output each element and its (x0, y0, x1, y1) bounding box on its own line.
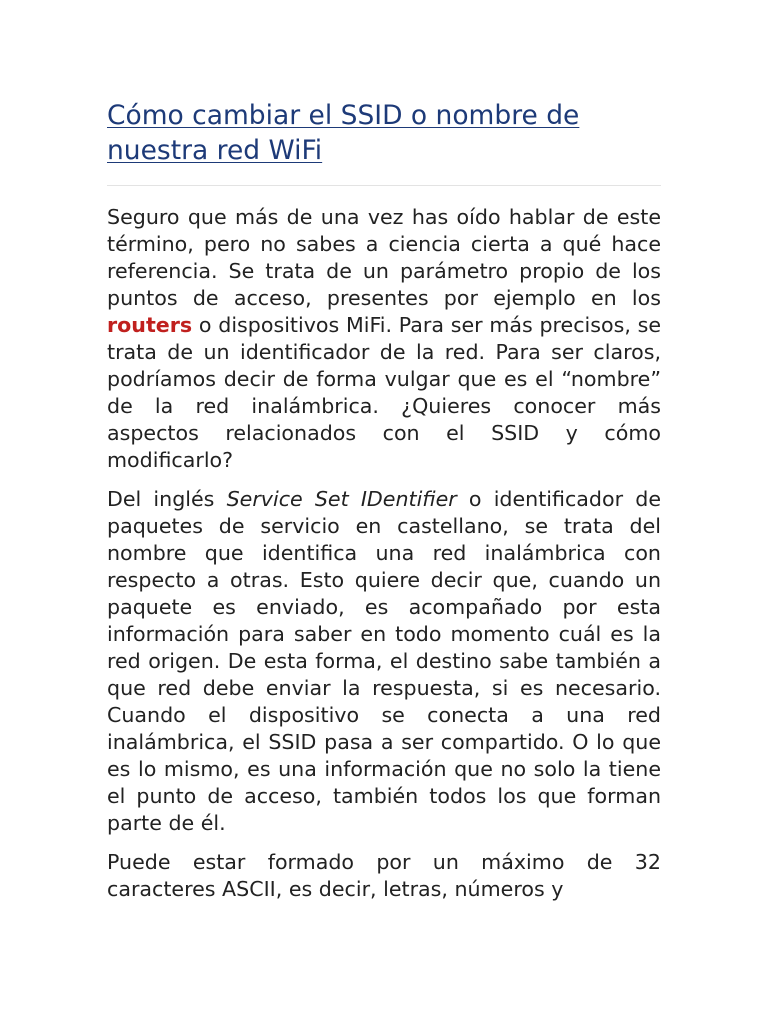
paragraph-format: Puede estar formado por un máximo de 32 caracteres ASCII, es decir, letras, números y (107, 850, 661, 901)
routers-link[interactable]: routers (107, 313, 193, 337)
article (107, 98, 661, 915)
paragraph-definition-text-start: Del inglés (107, 487, 227, 511)
paragraph-intro-text-end: o dispositivos MiFi. Para ser más precisos, se trata de un identificador de la red. Para ser claros, podríamos decir de forma vulgar que es el “nombre” de la red inalámbrica. ¿Quieres conocer más aspectos relacionados con el SSID y cómo modificarlo? (107, 313, 661, 472)
paragraph-definition-text-end: o identificador de paquetes de servicio en castellano, se trata del nombre que identifica una red inalámbrica con respecto a otras. Esto quiere decir que, cuando un paquete es enviado, es acompañado por esta información para saber en todo momento cuál es la red origen. De esta forma, el destino sabe también a que red debe enviar la respuesta, si es necesario. Cuando el dispositivo se conecta a una red inalámbrica, el SSID pasa a ser compartido. O lo que es lo mismo, es una información que no solo la tiene el punto de acceso, también todos los que forman parte de él. (107, 487, 661, 835)
paragraph-intro (107, 204, 661, 474)
article-title-link[interactable] (107, 98, 661, 168)
article-title-line-2[interactable]: nuestra red WiFi (107, 135, 323, 166)
article-title-line-1[interactable]: Cómo cambiar el SSID o nombre de (107, 100, 580, 131)
paragraph-definition (107, 486, 661, 837)
paragraph-intro-text-start: Seguro que más de una vez has oído hablar de este término, pero no sabes a ciencia cierta a qué hace referencia. Se trata de un parámetro propio de los puntos de acceso, presentes por ejemplo en los (107, 205, 661, 310)
ssid-term-emphasis: Service Set IDentifier (226, 487, 457, 511)
title-divider (107, 185, 661, 186)
